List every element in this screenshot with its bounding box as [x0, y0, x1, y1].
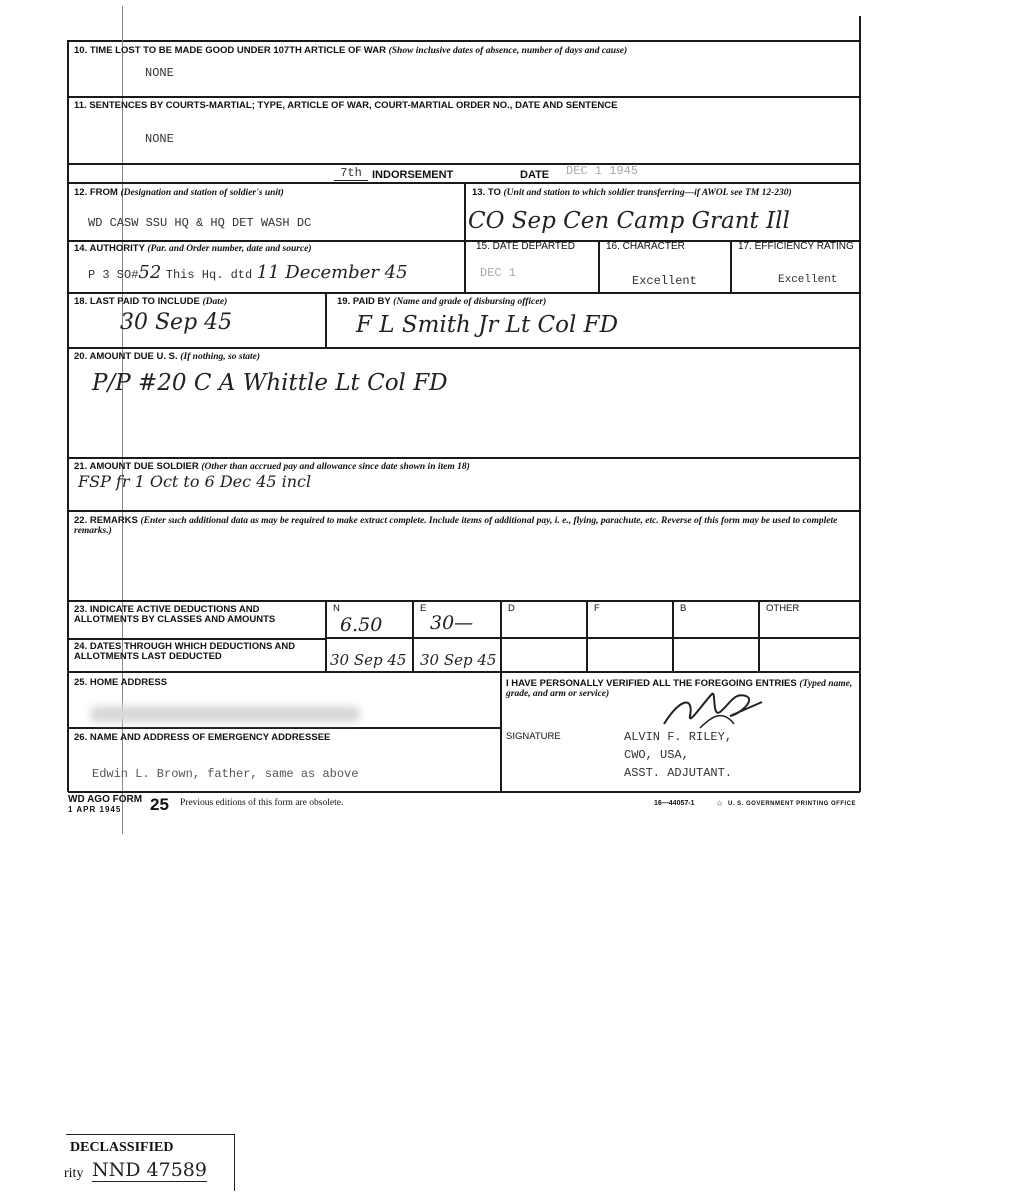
deduction-col-n: N [333, 603, 340, 614]
form-id-top: WD AGO FORM [68, 794, 143, 805]
printer: U. S. GOVERNMENT PRINTING OFFICE [728, 801, 857, 807]
rule [68, 347, 860, 349]
rule [325, 600, 327, 671]
deduction-col-d: D [508, 603, 515, 614]
rule [68, 40, 860, 42]
rule [68, 671, 860, 673]
rule [68, 727, 500, 729]
rule [859, 16, 861, 792]
item20-value: P/P #20 C A Whittle Lt Col FD [92, 370, 448, 396]
rule [730, 240, 732, 292]
deduction-col-f: F [594, 603, 600, 614]
item12-label: 12. FROM [74, 187, 118, 198]
rule [500, 600, 502, 791]
item10-label-group [74, 46, 627, 56]
rule [68, 457, 860, 459]
rule [325, 292, 327, 347]
item18-label: 18. LAST PAID TO INCLUDE [74, 296, 200, 307]
item25-label: 25. HOME ADDRESS [74, 677, 168, 688]
item14-hand2: 11 December 45 [256, 262, 408, 283]
rule [68, 600, 860, 602]
item16-label: 16. CHARACTER [606, 241, 685, 252]
stamp-authority-value: NND 47589 [92, 1159, 207, 1181]
item12-note: (Designation and station of soldier's unit) [120, 188, 284, 198]
item11-value: NONE [145, 132, 174, 146]
item19-value: F L Smith Jr Lt Col FD [356, 312, 619, 338]
deduction-col-other: OTHER [766, 603, 800, 614]
rule [68, 96, 860, 98]
item23-value-n: 6.50 [340, 614, 383, 636]
item26-label: 26. NAME AND ADDRESS OF EMERGENCY ADDRESSEE [74, 732, 331, 743]
rule [586, 600, 588, 671]
item14-label: 14. AUTHORITY [74, 243, 145, 254]
item18-value: 30 Sep 45 [120, 310, 233, 335]
rule [68, 163, 860, 165]
item17-value: Excellent [778, 274, 838, 286]
item10-note: (Show inclusive dates of absence, number of days and cause) [388, 46, 628, 56]
item10-label: 10. TIME LOST TO BE MADE GOOD UNDER 107TH ARTICLE OF WAR [74, 45, 386, 56]
item13-value: CO Sep Cen Camp Grant Ill [468, 208, 790, 234]
item21-note: (Other than accrued pay and allowance since date shown in item 18) [201, 462, 470, 472]
item16-value: Excellent [632, 274, 697, 288]
rule [672, 600, 674, 671]
rule [598, 240, 600, 292]
signer-name: ALVIN F. RILEY, [624, 730, 733, 744]
item12-value: WD CASW SSU HQ & HQ DET WASH DC [88, 216, 312, 230]
verification-note: (Typed name, grade, and arm or service) [506, 679, 853, 699]
item10-value: NONE [145, 66, 174, 80]
item15-value: DEC 1 [480, 266, 517, 280]
item21-value: FSP fr 1 Oct to 6 Dec 45 incl [78, 472, 312, 491]
rule [464, 182, 466, 292]
star-icon: ☆ [716, 799, 724, 808]
signature-scrawl [660, 688, 770, 732]
indorsement-label: INDORSEMENT [372, 169, 454, 181]
item18-note: (Date) [202, 297, 228, 307]
item22-label-group [74, 516, 856, 536]
item17-label: 17. EFFICIENCY RATING [738, 241, 854, 252]
form-number: 25 [150, 795, 169, 814]
item20-note: (If nothing, so state) [180, 352, 260, 362]
rule [325, 637, 860, 639]
item14-note: (Par. and Order number, date and source) [147, 244, 312, 254]
item24-value-n: 30 Sep 45 [330, 651, 407, 669]
item23-label: 23. INDICATE ACTIVE DEDUCTIONS AND ALLOTMENTS BY CLASSES AND AMOUNTS [74, 604, 276, 625]
obsolete-note: Previous editions of this form are obsolete. [180, 798, 344, 808]
signature-label: SIGNATURE [506, 731, 561, 742]
signer-grade: CWO, USA, [624, 748, 689, 762]
item19-label-group [337, 297, 546, 307]
item13-label-group [472, 188, 792, 198]
item13-note: (Unit and station to which soldier transferring—if AWOL see TM 12-230) [503, 188, 792, 198]
item14-typed: P 3 SO# [88, 268, 139, 282]
rule [67, 40, 69, 792]
rule [412, 600, 414, 671]
item15-label: 15. DATE DEPARTED [476, 241, 575, 252]
rule [68, 638, 326, 640]
item20-label-group [74, 352, 260, 362]
item13-label: 13. TO [472, 187, 501, 198]
item21-label-group [74, 462, 470, 472]
item22-label: 22. REMARKS [74, 515, 138, 526]
item24-value-e: 30 Sep 45 [420, 651, 497, 669]
item21-label: 21. AMOUNT DUE SOLDIER [74, 461, 199, 472]
stamp-authority-label: rity [64, 1166, 84, 1181]
rule [68, 510, 860, 512]
redacted-address [90, 706, 360, 722]
item14-hand1: 52 [138, 262, 162, 283]
indorsement-number: 7th [334, 166, 368, 181]
rule [758, 600, 760, 671]
declassified-stamp [66, 1134, 235, 1191]
item26-value: Edwin L. Brown, father, same as above [92, 767, 359, 781]
item18-label-group [74, 297, 227, 307]
rule [68, 791, 860, 793]
stamp-title: DECLASSIFIED [70, 1140, 174, 1155]
item12-label-group [74, 188, 284, 198]
item23-value-e: 30— [430, 612, 474, 634]
deduction-col-b: B [680, 603, 687, 614]
print-code: 16—44057-1 [654, 800, 695, 807]
verification-text: I HAVE PERSONALLY VERIFIED ALL THE FOREGOING ENTRIES [506, 678, 797, 689]
item14-label-group [74, 244, 312, 254]
rule [68, 292, 860, 294]
item14-value [88, 262, 408, 283]
item11-label: 11. SENTENCES BY COURTS-MARTIAL; TYPE, ARTICLE OF WAR, COURT-MARTIAL ORDER NO., DATE AND SENTENCE [74, 100, 618, 111]
item20-label: 20. AMOUNT DUE U. S. [74, 351, 178, 362]
item14-typed2: This Hq. dtd [165, 268, 253, 282]
signer-title: ASST. ADJUTANT. [624, 766, 733, 780]
deduction-col-e: E [420, 603, 427, 614]
item19-note: (Name and grade of disbursing officer) [393, 297, 547, 307]
item19-label: 19. PAID BY [337, 296, 391, 307]
item24-label: 24. DATES THROUGH WHICH DEDUCTIONS AND ALLOTMENTS LAST DEDUCTED [74, 641, 296, 662]
indorsement-date-label: DATE [520, 169, 550, 181]
form-id [68, 794, 148, 814]
form-id-date: 1 APR 1945 [68, 805, 122, 814]
item22-note: (Enter such additional data as may be required to make extract complete. Include items of additional pay, i. e., flying, parachute, etc. Reverse of this form may be used to complete remarks.) [74, 516, 838, 536]
indorsement-date-value: DEC 1 1945 [566, 164, 639, 178]
